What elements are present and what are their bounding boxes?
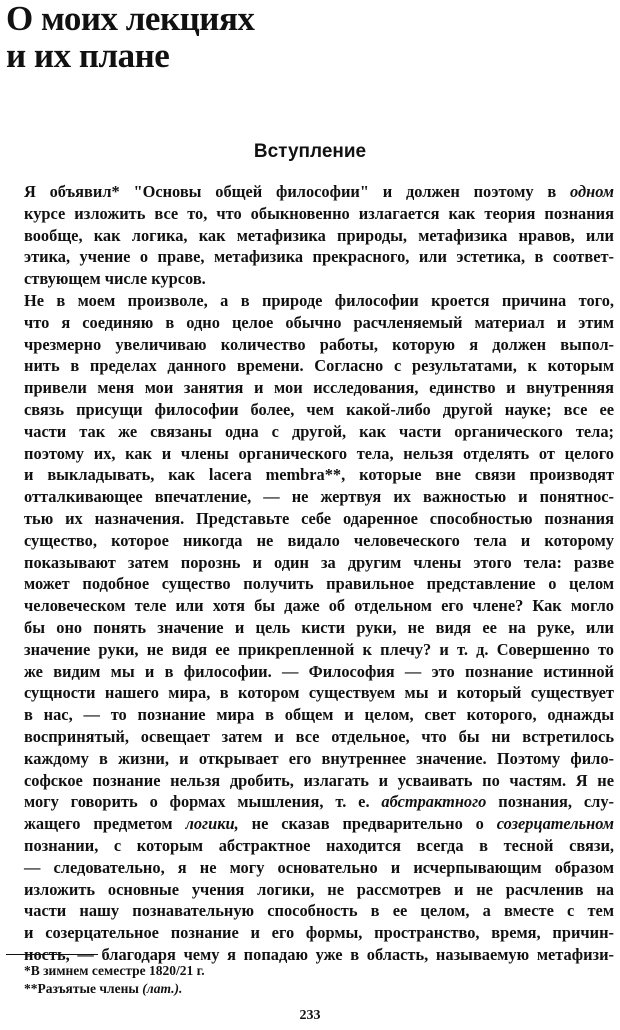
text-line: каждому в жизни, и открывает его внутреннее значение. Поэтому фило- bbox=[24, 748, 614, 768]
emphasis: созерцательном bbox=[496, 814, 614, 834]
text-line: показывают затем порознь и один за другим члены этого тела: разве bbox=[24, 552, 614, 572]
text-line: тью их назначения. Представьте себе одаренное способностью познания bbox=[24, 508, 614, 528]
text-line: вообще, как логика, как метафизика природы, метафизика нравов, или bbox=[24, 225, 614, 245]
text-line: связь присущи философии более, чем какой-либо другой науке; все ее bbox=[24, 399, 614, 419]
chapter-title-line: и их плане bbox=[6, 36, 170, 75]
text-line: бы оно понять значение и цель кисти руки, не видя ее на руке, или bbox=[24, 617, 614, 637]
text-line: жащего предметом логики, не сказав предварительно о созерцательном bbox=[24, 814, 614, 834]
text-line: в нас, — то познание мира в общем и целом, свет которого, однажды bbox=[24, 705, 614, 725]
paragraph bbox=[6, 290, 614, 966]
text-line: могу говорить о формах мышления, т. е. абстрактного познания, слу- bbox=[24, 792, 614, 812]
text-line: привели меня мои занятия и мои исследования, единство и внутренняя bbox=[24, 378, 614, 398]
text-line: Я объявил* "Основы общей философии" и должен поэтому в одном bbox=[24, 182, 614, 201]
text-line: ность, — благодаря чему я попадаю уже в область, называемую метафизи- bbox=[24, 944, 614, 964]
section-heading: Вступление bbox=[253, 141, 367, 162]
text-line: — следовательно, я не могу основательно и исчерпывающим образом bbox=[24, 857, 614, 877]
text-line: софское познание нельзя дробить, излагать и усваивать по частям. Я не bbox=[24, 770, 614, 790]
text-line: и созерцательное познание и его формы, пространство, время, причин- bbox=[24, 923, 614, 943]
chapter-title bbox=[6, 0, 254, 74]
emphasis: (лат.). bbox=[142, 981, 183, 996]
footnote-divider bbox=[6, 954, 98, 955]
footnote: **Разъятые члены (лат.). bbox=[24, 981, 183, 996]
emphasis: логики, bbox=[185, 814, 239, 834]
text-line: ствующем числе курсов. bbox=[24, 269, 206, 289]
text-line: сущности нашего мира, в котором существуем мы и который существует bbox=[24, 683, 614, 703]
text-line: этика, учение о праве, метафизика прекрасного, или эстетика, в соответ- bbox=[24, 247, 614, 267]
page-number: 233 bbox=[299, 1008, 321, 1023]
text-line: значение руки, не видя ее прикрепленной к плечу? и т. д. Совершенно то bbox=[24, 639, 614, 659]
text-line: что я соединяю в одно целое обычно расчленяемый материал и этим bbox=[24, 312, 614, 332]
text-line: познании, с которым абстрактное находится всегда в тесной связи, bbox=[24, 835, 614, 855]
text-line: нить в пределах данного времени. Согласно с результатами, к которым bbox=[24, 356, 614, 376]
text-line: чрезмерно увеличиваю количество работы, которую я должен выпол- bbox=[24, 334, 614, 354]
text-line: существо, которое никогда не видало человеческого тела и которому bbox=[24, 530, 614, 550]
text-line: изложить основные учения логики, не рассмотрев и не расчленив на bbox=[24, 879, 614, 899]
chapter-title-line: О моих лекциях bbox=[6, 0, 255, 38]
body-text bbox=[6, 181, 614, 966]
text-line: части нашу познавательную способность в ее целом, а вместе с тем bbox=[24, 901, 614, 921]
text-line: поэтому их, как и члены органического тела, нельзя отделять от целого bbox=[24, 443, 614, 463]
text-line: курсе изложить все то, что обыкновенно излагается как теория познания bbox=[24, 203, 614, 223]
text-line: отталкивающее впечатление, — не жертвуя их важностью и понятнос- bbox=[24, 487, 614, 507]
text-line: воспринятый, освещает затем и все отдельное, что бы ни встретилось bbox=[24, 726, 614, 746]
text-line: человеческом теле или хотя бы даже об отдельном его члене? Как могло bbox=[24, 596, 614, 616]
text-line: же видим мы и в философии. — Философия — это познание истинной bbox=[24, 661, 614, 681]
emphasis: абстрактного bbox=[381, 792, 487, 812]
text-line: и выкладывать, как lacera membra**, которые вне связи производят bbox=[24, 465, 614, 485]
paragraph bbox=[6, 181, 614, 290]
footnotes bbox=[24, 962, 424, 998]
text-line: может подобное существо получить правильное представление о целом bbox=[24, 574, 614, 594]
text-line: Не в моем произволе, а в природе философии кроется причина того, bbox=[24, 290, 614, 310]
text-line: части так же связаны одна с другой, как части органического тела; bbox=[24, 421, 614, 441]
footnote: *В зимнем семестре 1820/21 г. bbox=[24, 963, 205, 978]
emphasis: одном bbox=[569, 182, 614, 201]
